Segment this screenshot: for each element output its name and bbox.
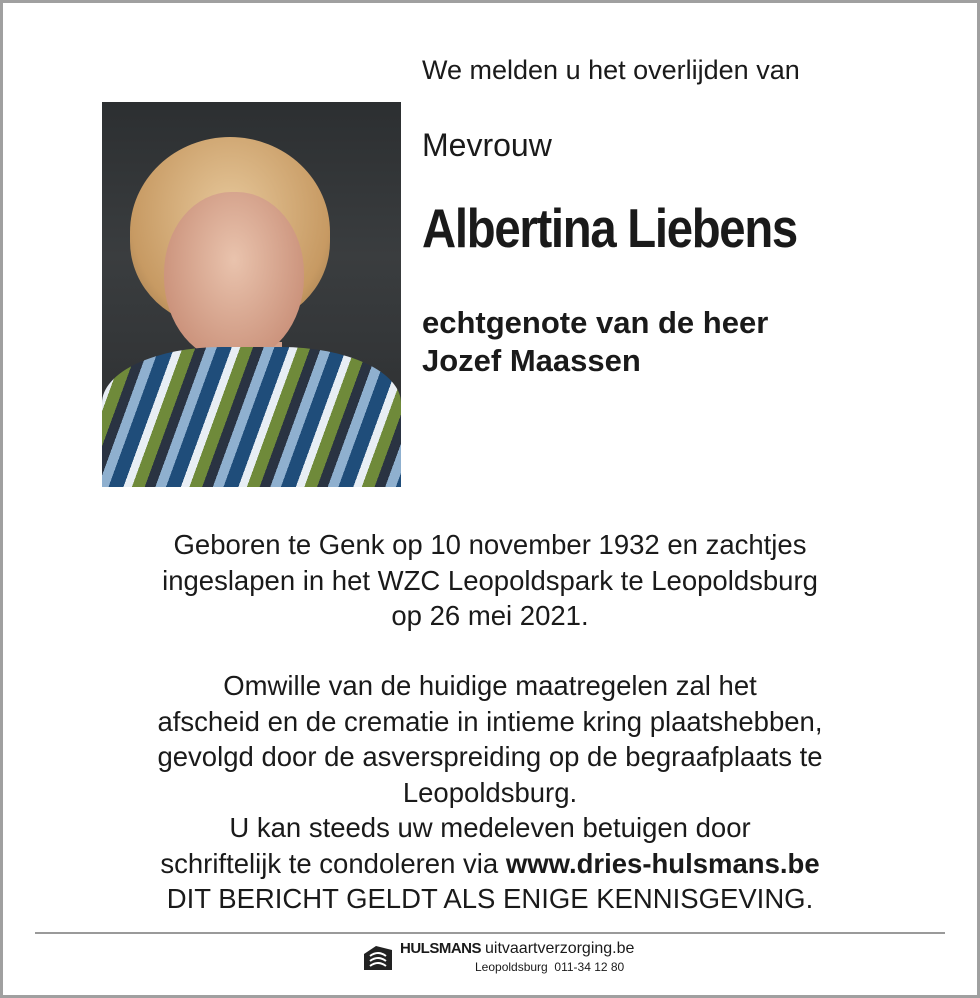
brand-name: HULSMANS (400, 940, 481, 957)
text-line: op 26 mei 2021. (391, 600, 589, 631)
divider (35, 932, 945, 934)
condolence-prefix: schriftelijk te condoleren via (160, 847, 499, 879)
condolence-line (0, 846, 980, 882)
spouse-name: Jozef Maassen (422, 343, 641, 378)
intro-text: We melden u het overlijden van (422, 55, 800, 85)
honorific: Mevrouw (422, 127, 552, 163)
text-line: afscheid en de crematie in intieme kring plaatshebben, (157, 705, 823, 737)
text-line: Omwille van de huidige maatregelen zal het (223, 670, 757, 701)
portrait-photo (102, 102, 401, 487)
hulsmans-logo-icon (362, 942, 396, 972)
ceremony-paragraph (0, 668, 980, 917)
spouse-info (422, 304, 768, 380)
text-line: Geboren te Genk op 10 november 1932 en zachtjes (173, 529, 807, 560)
footer-address: Leopoldsburg 011-34 12 80 (475, 960, 625, 974)
website-link[interactable]: www.dries-hulsmans.be (505, 847, 820, 879)
spouse-line: echtgenote van de heer (422, 305, 769, 340)
text-line: gevolgd door de asverspreiding op de begraafplaats te (157, 741, 823, 772)
text-line: Leopoldsburg. (402, 776, 578, 808)
final-notice: DIT BERICHT GELDT ALS ENIGE KENNISGEVING. (166, 883, 814, 914)
text-line: U kan steeds uw medeleven betuigen door (229, 812, 751, 843)
brand-website: uitvaartverzorging.be (485, 940, 635, 957)
text-line: ingeslapen in het WZC Leopoldspark te Leopoldsburg (162, 564, 818, 596)
birth-death-paragraph (0, 527, 980, 634)
deceased-name: Albertina Liebens (422, 197, 797, 259)
